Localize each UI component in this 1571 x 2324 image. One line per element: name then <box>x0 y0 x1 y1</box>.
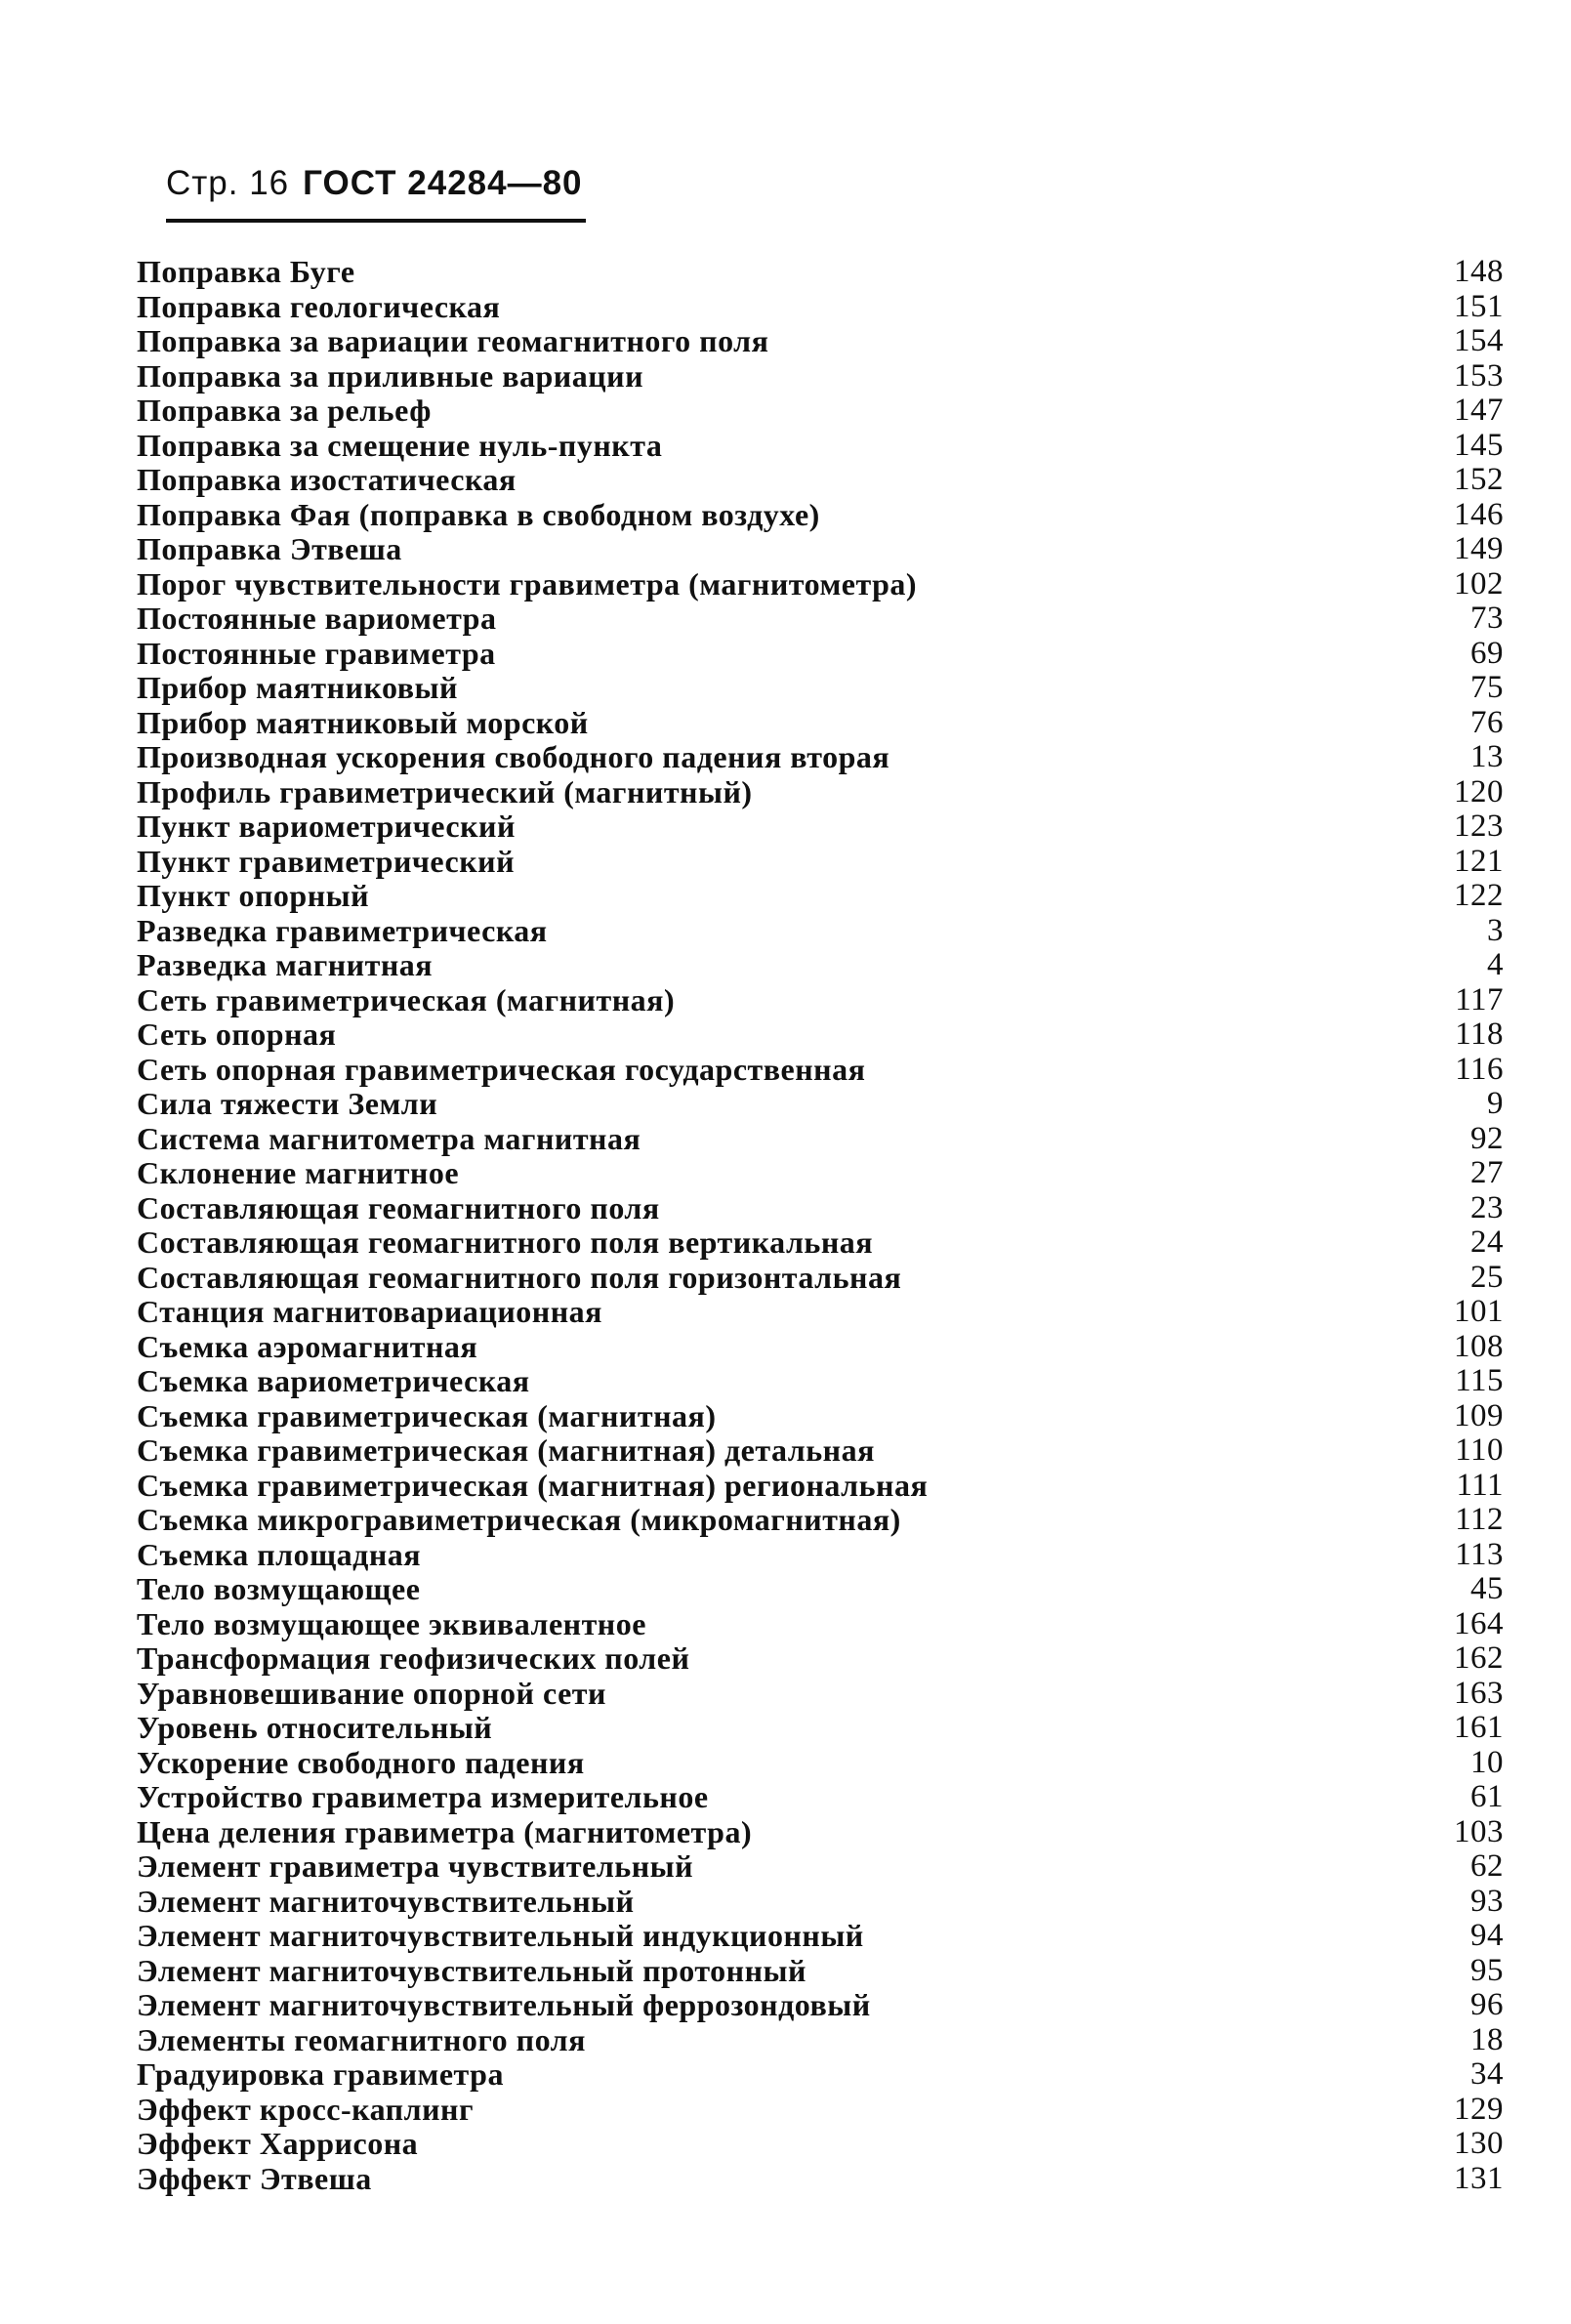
index-entry <box>137 1607 1504 1642</box>
index-entry <box>137 1122 1504 1157</box>
index-term: Поправка за смещение нуль-пункта <box>137 427 663 463</box>
index-term: Составляющая геомагнитного поля <box>137 1189 660 1225</box>
index-term-number: 62 <box>1470 1848 1504 1884</box>
index-entry <box>137 1988 1504 2023</box>
index-term-number: 25 <box>1470 1259 1504 1295</box>
index-entry <box>137 1225 1504 1261</box>
index-entry <box>137 1469 1504 1504</box>
index-term: Система магнитометра магнитная <box>137 1120 641 1156</box>
index-term-number: 102 <box>1454 565 1504 602</box>
index-term: Постоянные гравиметра <box>137 635 496 671</box>
index-term-number: 73 <box>1470 601 1504 636</box>
index-term: Пункт вариометрический <box>137 809 516 844</box>
index-term-number: 147 <box>1454 393 1504 428</box>
index-entry <box>137 914 1504 949</box>
index-entry <box>137 1295 1504 1330</box>
index-entry <box>137 429 1504 464</box>
index-term-number: 95 <box>1470 1952 1504 1988</box>
index-term-number: 117 <box>1455 981 1504 1017</box>
index-entry <box>137 1433 1504 1469</box>
index-term: Элемент магниточувствительный феррозондовый <box>137 1987 871 2022</box>
header-underline <box>166 219 586 223</box>
index-entry <box>137 1330 1504 1365</box>
index-term: Сеть опорная <box>137 1017 337 1052</box>
index-entry <box>137 1885 1504 1920</box>
index-term-number: 109 <box>1454 1397 1504 1433</box>
index-term-number: 123 <box>1454 809 1504 844</box>
index-term-number: 110 <box>1455 1432 1504 1468</box>
index-entry <box>137 1399 1504 1434</box>
index-term: Съемка гравиметрическая (магнитная) детальная <box>137 1432 875 1468</box>
index-term-number: 111 <box>1456 1467 1504 1503</box>
index-term-number: 34 <box>1470 2056 1504 2092</box>
index-term: Поправка изостатическая <box>137 462 517 497</box>
index-term: Производная ускорения свободного падения вторая <box>137 739 890 774</box>
index-term-number: 45 <box>1470 1571 1504 1606</box>
index-term-number: 76 <box>1470 704 1504 740</box>
index-term-number: 10 <box>1470 1744 1504 1780</box>
index-term: Постоянные вариометра <box>137 601 497 636</box>
index-entry <box>137 498 1504 533</box>
index-term: Цена деления гравиметра (магнитометра) <box>137 1813 753 1849</box>
index-term: Составляющая геомагнитного поля вертикальная <box>137 1224 874 1260</box>
index-entry <box>137 567 1504 602</box>
index-entry <box>137 394 1504 429</box>
index-entry <box>137 2023 1504 2058</box>
index-entry <box>137 1572 1504 1607</box>
index-entry <box>137 324 1504 359</box>
index-entry <box>137 2093 1504 2128</box>
index-entry <box>137 1815 1504 1850</box>
index-term-number: 61 <box>1470 1779 1504 1814</box>
index-term-number: 92 <box>1470 1120 1504 1156</box>
index-term: Съемка гравиметрическая (магнитная) региональная <box>137 1467 929 1503</box>
index-term-number: 69 <box>1470 635 1504 671</box>
index-entry <box>137 1919 1504 1954</box>
index-term: Поправка Фая (поправка в свободном воздухе) <box>137 496 820 532</box>
index-term: Прибор маятниковый <box>137 670 458 705</box>
index-term-number: 149 <box>1454 531 1504 566</box>
index-term: Уравновешивание опорной сети <box>137 1675 606 1711</box>
index-term: Элемент магниточувствительный индукционный <box>137 1918 864 1953</box>
index-entry <box>137 2162 1504 2197</box>
alphabetical-index <box>137 255 1504 2196</box>
index-term: Поправка Буге <box>137 254 355 289</box>
index-term-number: 115 <box>1455 1363 1504 1398</box>
index-term-number: 75 <box>1470 670 1504 705</box>
index-term: Пункт гравиметрический <box>137 843 516 879</box>
index-term-number: 3 <box>1487 912 1504 948</box>
index-term-number: 13 <box>1470 739 1504 774</box>
index-entry <box>137 255 1504 290</box>
index-entry <box>137 1053 1504 1088</box>
index-term: Составляющая геомагнитного поля горизонтальная <box>137 1259 902 1295</box>
index-entry <box>137 740 1504 775</box>
index-term-number: 101 <box>1454 1294 1504 1329</box>
index-term: Элемент магниточувствительный протонный <box>137 1952 806 1988</box>
index-term: Сеть опорная гравиметрическая государственная <box>137 1051 866 1087</box>
index-entry <box>137 706 1504 741</box>
index-term: Профиль гравиметрический (магнитный) <box>137 773 753 809</box>
index-term-number: 161 <box>1454 1710 1504 1745</box>
index-entry <box>137 1364 1504 1399</box>
index-term: Порог чувствительности гравиметра (магнитометра) <box>137 565 918 602</box>
index-term: Разведка магнитная <box>137 947 434 982</box>
index-term-number: 162 <box>1454 1640 1504 1676</box>
index-term-number: 23 <box>1470 1189 1504 1225</box>
index-term-number: 121 <box>1454 843 1504 879</box>
index-entry <box>137 845 1504 880</box>
index-term: Пункт опорный <box>137 878 370 913</box>
index-term: Поправка за приливные вариации <box>137 357 644 394</box>
index-entry <box>137 1711 1504 1746</box>
index-term: Поправка за вариации геомагнитного поля <box>137 323 769 358</box>
index-term-number: 103 <box>1454 1813 1504 1849</box>
index-term-number: 153 <box>1454 357 1504 394</box>
index-term: Сеть гравиметрическая (магнитная) <box>137 981 676 1017</box>
index-term: Градуировка гравиметра <box>137 2056 504 2092</box>
index-term-number: 164 <box>1454 1605 1504 1641</box>
index-term-number: 163 <box>1454 1675 1504 1711</box>
index-term: Станция магнитовариационная <box>137 1294 602 1329</box>
index-term-number: 27 <box>1470 1155 1504 1190</box>
index-term: Разведка гравиметрическая <box>137 912 548 948</box>
index-term: Поправка Этвеша <box>137 531 402 566</box>
index-entry <box>137 1780 1504 1815</box>
index-term-number: 112 <box>1455 1502 1504 1537</box>
index-entry <box>137 879 1504 914</box>
index-entry <box>137 2057 1504 2093</box>
index-term-number: 146 <box>1454 496 1504 532</box>
index-entry <box>137 463 1504 498</box>
index-term: Съемка микрогравиметрическая (микромагнитная) <box>137 1502 901 1537</box>
index-entry <box>137 637 1504 672</box>
index-term: Уровень относительный <box>137 1710 493 1745</box>
index-term: Элемент гравиметра чувствительный <box>137 1848 694 1884</box>
index-term-number: 116 <box>1455 1051 1504 1087</box>
index-term: Устройство гравиметра измерительное <box>137 1779 709 1814</box>
index-term: Эффект Харрисона <box>137 2126 419 2161</box>
index-term-number: 129 <box>1454 2091 1504 2127</box>
index-term: Прибор маятниковый морской <box>137 704 589 740</box>
index-term: Съемка аэромагнитная <box>137 1328 478 1364</box>
index-entry <box>137 1677 1504 1712</box>
index-entry <box>137 809 1504 845</box>
index-term: Поправка геологическая <box>137 288 501 324</box>
index-term-number: 118 <box>1455 1017 1504 1052</box>
index-term: Поправка за рельеф <box>137 393 432 428</box>
index-term: Эффект Этвеша <box>137 2160 372 2196</box>
index-entry <box>137 983 1504 1018</box>
index-entry <box>137 1746 1504 1781</box>
index-entry <box>137 1849 1504 1885</box>
index-entry <box>137 532 1504 567</box>
index-entry <box>137 1087 1504 1122</box>
index-entry <box>137 948 1504 983</box>
index-entry <box>137 1191 1504 1226</box>
index-term-number: 152 <box>1454 462 1504 497</box>
index-entry <box>137 1261 1504 1296</box>
index-entry <box>137 1503 1504 1538</box>
index-term-number: 4 <box>1487 947 1504 982</box>
index-term-number: 96 <box>1470 1987 1504 2022</box>
index-entry <box>137 1538 1504 1573</box>
index-term: Склонение магнитное <box>137 1155 460 1190</box>
index-term: Элементы геомагнитного поля <box>137 2021 586 2057</box>
index-entry <box>137 359 1504 394</box>
index-term: Тело возмущающее <box>137 1571 421 1606</box>
index-term-number: 131 <box>1454 2160 1504 2196</box>
index-term-number: 120 <box>1454 773 1504 809</box>
index-term: Ускорение свободного падения <box>137 1744 585 1780</box>
index-term-number: 9 <box>1487 1086 1504 1121</box>
index-term: Съемка площадная <box>137 1536 422 1572</box>
index-term-number: 151 <box>1454 288 1504 324</box>
index-entry <box>137 290 1504 325</box>
index-entry <box>137 775 1504 810</box>
index-entry <box>137 671 1504 706</box>
index-term-number: 148 <box>1454 254 1504 289</box>
index-term: Съемка вариометрическая <box>137 1363 530 1398</box>
index-term-number: 94 <box>1470 1918 1504 1953</box>
index-term-number: 113 <box>1455 1536 1504 1572</box>
index-term-number: 93 <box>1470 1883 1504 1919</box>
index-term-number: 24 <box>1470 1224 1504 1260</box>
index-term-number: 18 <box>1470 2021 1504 2057</box>
index-term-number: 122 <box>1454 878 1504 913</box>
index-term-number: 145 <box>1454 427 1504 463</box>
page-header <box>166 164 583 203</box>
page-number-label: Стр. 16 <box>166 164 290 202</box>
index-entry <box>137 1017 1504 1053</box>
index-term-number: 130 <box>1454 2126 1504 2161</box>
index-entry <box>137 1156 1504 1191</box>
index-term-number: 154 <box>1454 323 1504 358</box>
standard-designation: ГОСТ 24284—80 <box>303 164 583 202</box>
index-term: Трансформация геофизических полей <box>137 1640 690 1676</box>
index-term: Эффект кросс-каплинг <box>137 2091 474 2127</box>
index-term: Сила тяжести Земли <box>137 1086 438 1121</box>
index-term: Съемка гравиметрическая (магнитная) <box>137 1397 717 1433</box>
index-term-number: 108 <box>1454 1328 1504 1364</box>
index-entry <box>137 1954 1504 1989</box>
index-entry <box>137 602 1504 637</box>
index-entry <box>137 2127 1504 2162</box>
index-term: Элемент магниточувствительный <box>137 1883 635 1919</box>
index-term: Тело возмущающее эквивалентное <box>137 1605 646 1641</box>
index-entry <box>137 1641 1504 1677</box>
